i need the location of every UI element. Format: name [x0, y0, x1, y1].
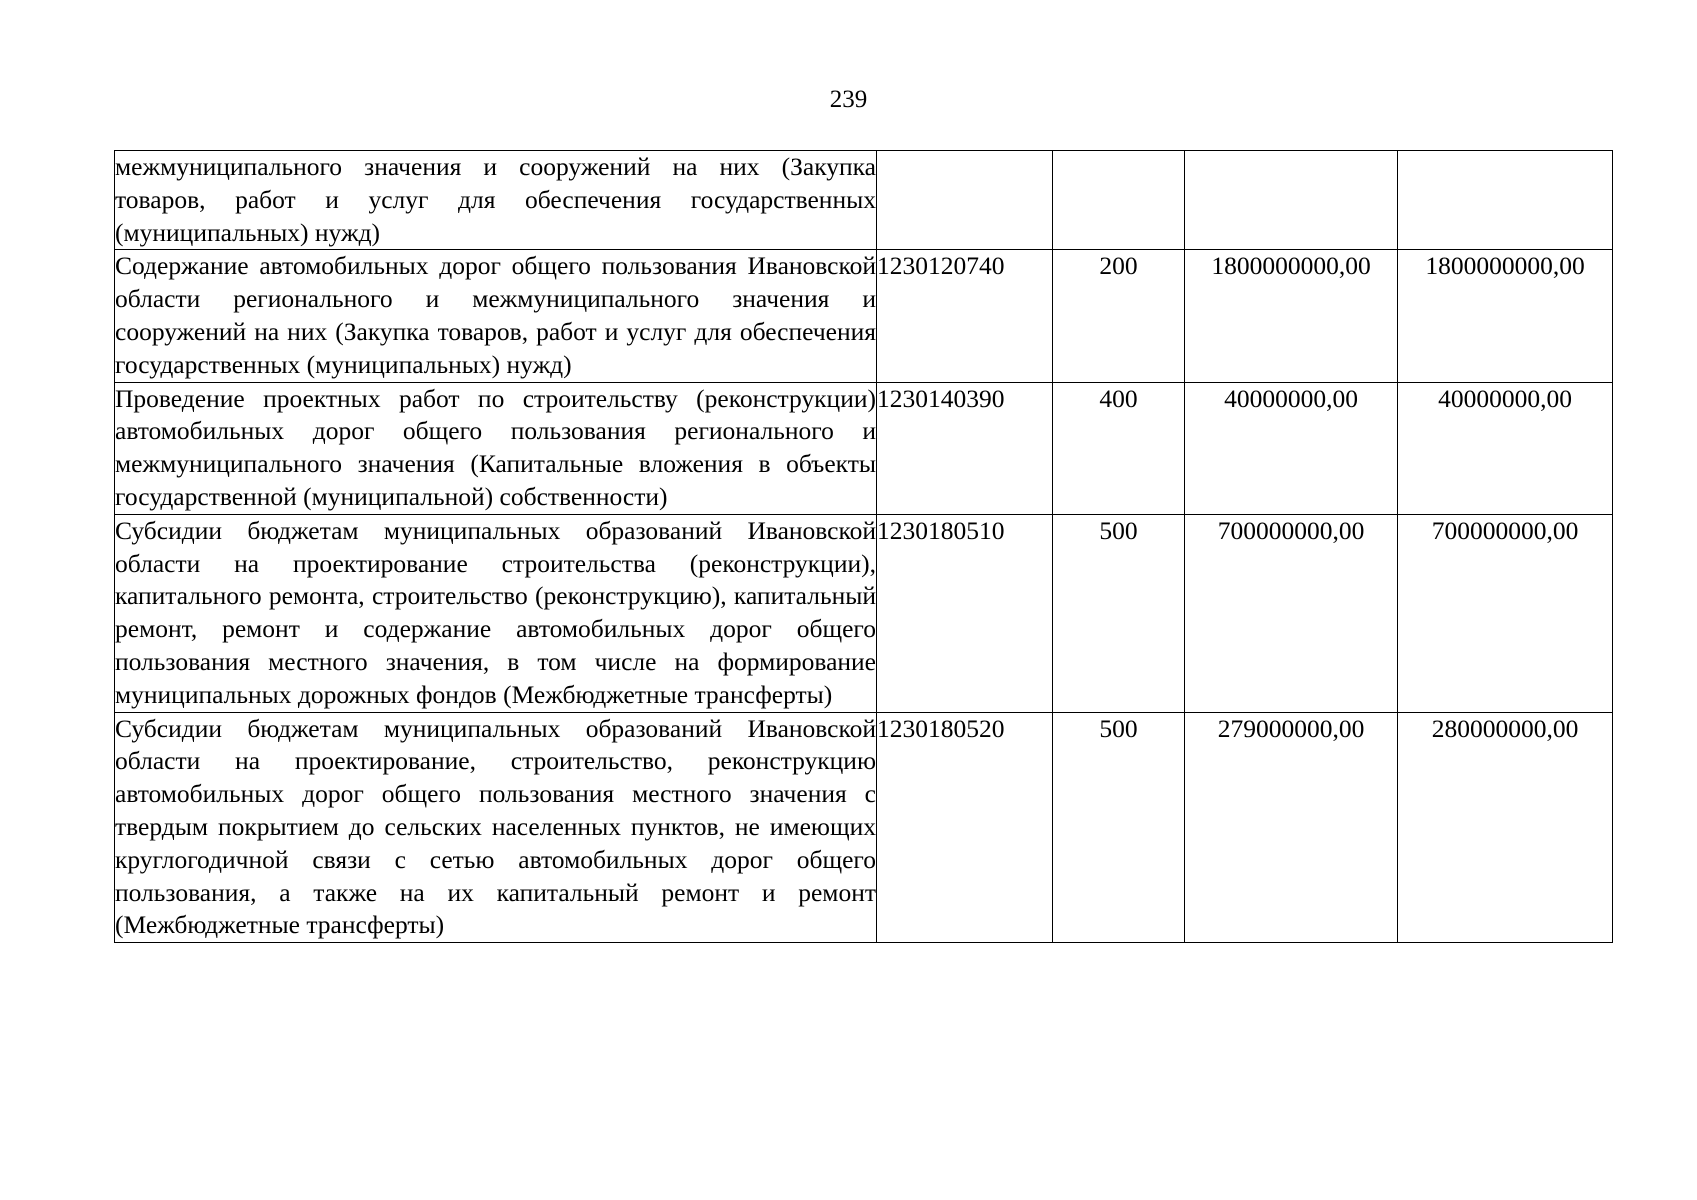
table-row: [115, 514, 1613, 712]
row-expense-type: 400: [1053, 382, 1185, 514]
table-row: [115, 250, 1613, 382]
row-expense-type: 500: [1053, 712, 1185, 943]
row-expense-type: [1053, 151, 1185, 250]
row-target-code: 1230180510: [877, 514, 1053, 712]
row-amount-2: 1800000000,00: [1398, 250, 1613, 382]
row-amount-2: [1398, 151, 1613, 250]
row-target-code: 1230140390: [877, 382, 1053, 514]
row-amount-1: 700000000,00: [1185, 514, 1398, 712]
row-description: Проведение проектных работ по строительству (реконструкции) автомобильных дорог общего пользования регионального и межмуниципального значения (Капитальные вложения в объекты государственной (муниципальной) собственности): [115, 382, 877, 514]
row-expense-type: 200: [1053, 250, 1185, 382]
row-description: межмуниципального значения и сооружений на них (Закупка товаров, работ и услуг для обеспечения государственных (муниципальных) нужд): [115, 151, 877, 250]
row-amount-1: 279000000,00: [1185, 712, 1398, 943]
row-amount-1: 40000000,00: [1185, 382, 1398, 514]
row-amount-2: 700000000,00: [1398, 514, 1613, 712]
table-row: [115, 151, 1613, 250]
row-description: Субсидии бюджетам муниципальных образований Ивановской области на проектирование, строительство, реконструкцию автомобильных дорог общего пользования местного значения с твердым покрытием до сельских населенных пунктов, не имеющих круглогодичной связи с сетью автомобильных дорог общего пользования, а также на их капитальный ремонт и ремонт (Межбюджетные трансферты): [115, 712, 877, 943]
page-number: 239: [829, 86, 868, 113]
row-target-code: 1230180520: [877, 712, 1053, 943]
table-row: [115, 712, 1613, 943]
table-row: [115, 382, 1613, 514]
budget-table: [114, 150, 1613, 943]
row-description: Содержание автомобильных дорог общего пользования Ивановской области регионального и межмуниципального значения и сооружений на них (Закупка товаров, работ и услуг для обеспечения государственных (муниципальных) нужд): [115, 250, 877, 382]
row-amount-2: 40000000,00: [1398, 382, 1613, 514]
row-target-code: [877, 151, 1053, 250]
row-description: Субсидии бюджетам муниципальных образований Ивановской области на проектирование строительства (реконструкции), капитального ремонта, строительство (реконструкцию), капитальный ремонт, ремонт и содержание автомобильных дорог общего пользования местного значения, в том числе на формирование муниципальных дорожных фондов (Межбюджетные трансферты): [115, 514, 877, 712]
row-amount-1: 1800000000,00: [1185, 250, 1398, 382]
row-expense-type: 500: [1053, 514, 1185, 712]
row-amount-1: [1185, 151, 1398, 250]
row-amount-2: 280000000,00: [1398, 712, 1613, 943]
row-target-code: 1230120740: [877, 250, 1053, 382]
